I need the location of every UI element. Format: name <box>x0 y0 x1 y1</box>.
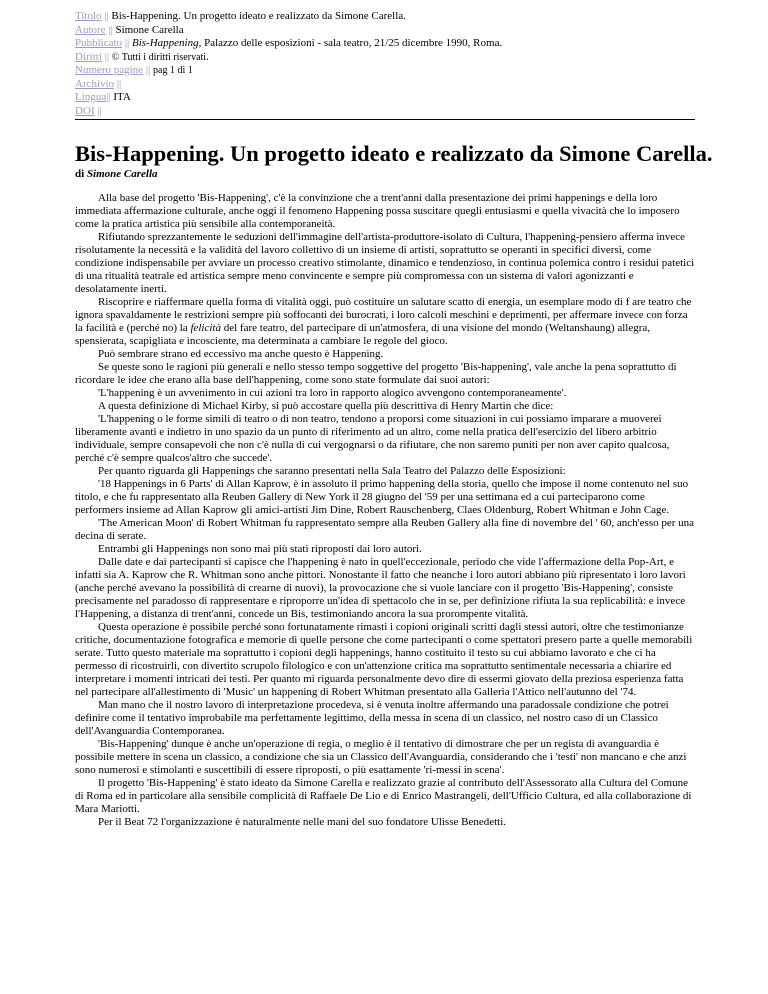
lingua-link[interactable]: Lingua <box>75 91 107 103</box>
paragraph: 'L'happening è un avvenimento in cui azioni tra loro in rapporto alogico avvengono contemporaneamente'. <box>98 387 567 399</box>
separator: || <box>108 23 113 36</box>
archivio-link[interactable]: Archivio <box>75 77 115 90</box>
paragraph: Alla base del progetto 'Bis-Happening', c'è la convinzione che a trent'anni dalla presentazione dei primi happenings e della loro immediata affermazione culturale, anche oggi il fenomeno Happening possa suscitare quegli entusiasmi e quella vivacità che lo imposero come la pratica artistica più sensibile alla contemporaneità. <box>75 192 680 230</box>
pagine-link[interactable]: Numero pagine <box>75 64 144 76</box>
meta-diritti <box>75 51 695 65</box>
paragraph: '18 Happenings in 6 Parts' di Allan Kaprow, è in assoluto il primo happening della storia, quello che impose il nome contenuto nel suo titolo, e che fu rappresentato alla Reuben Gallery di New York il 28 giugno del '59 per una settimana ed a cui parteciparono come performers insieme ad Allan Kaprow gli amici-artisti Jim Dine, Robert Rauschenberg, Claes Oldenburg, Robert Whitman e John Cage. <box>75 478 689 516</box>
pubblicato-details: , Palazzo delle esposizioni - sala teatro, 21/25 dicembre 1990, Roma. <box>198 37 503 49</box>
autore-link[interactable]: Autore <box>75 23 106 36</box>
paragraph <box>75 296 695 348</box>
paragraph: Dalle date e dai partecipanti si capisce che l'happening è nato in quell'eccezionale, periodo che vide l'affermazione della Pop-Art, e infatti sia A. Kaprow che R. Whitman sono anche pittori. Nonostante il fatto che neanche i loro autori abbiano più ripresentato i loro lavori (anche perché avevano la possibilità di crearne di nuovi), la provocazione che si vuole lanciare con il progetto 'Bis-Happening', consiste precisamente nel paradosso di rappresentare e riproporre un'idea di spettacolo che in se, per definizione rifiuta la sua replicabilità: e invece l'Happening, a distanza di trent'anni, concede un Bis, testimoniando ancora la sua prorompente vitalità. <box>75 556 686 620</box>
diritti-value: © Tutti i diritti riservati. <box>111 51 209 63</box>
paragraph: Rifiutando sprezzantemente le seduzioni dell'immagine dell'artista-produttore-isolato di Cultura, l'happening-pensiero afferma invece risolutamente la necessità e la validità del lavoro collettivo di un insieme di artisti, soprattutto se operanti in specifici diversi, come condizione indispensabile per avviare un processo creativo stimolante, dinamico e tendenzioso, in continua polemica contro i residui patetici di una ritualità teatrale ed artistica sempre meno convincente e sempre più compromessa con un sistema di valori agonizzanti e desolatamente inerti. <box>75 231 695 295</box>
meta-doi <box>75 105 695 119</box>
paragraph: A questa definizione di Michael Kirby, si può accostare quella più descrittiva di Henry Martin che dice: <box>98 400 554 412</box>
meta-titolo <box>75 10 695 24</box>
separator: || <box>145 64 151 76</box>
doi-link[interactable]: DOI <box>75 104 95 117</box>
text-run: del fare teatro, del partecipare di un'atmosfera, di una visione del mondo (Weltanshaung) allegra, spensierata, scapigliata e incosciente, ma determinata a cambiare le regole del gioco. <box>75 322 650 347</box>
separator: || <box>106 91 111 103</box>
meta-pubblicato <box>75 37 695 51</box>
paragraph: 'The American Moon' di Robert Whitman fu rappresentato sempre alla Reuben Gallery alla fine di novembre del ' 60, anch'esso per una decina di serate. <box>75 517 695 542</box>
article-body <box>75 192 695 829</box>
pubblicato-link[interactable]: Pubblicato <box>75 37 123 49</box>
metadata-block <box>75 10 695 118</box>
paragraph: Questa operazione è possibile perché sono fortunatamente rimasti i copioni originali scritti dagli stessi autori, oltre che testimonianze critiche, documentazione fotografica e memorie di quelle persone che come partecipanti o come spettatori presero parte a quelle memorabili serate. Tutto questo materiale ma soprattutto i copioni degli happenings, hanno costituito il testo su cui abbiamo lavorato e che ci ha permesso di ricostruirli, con divertito scrupolo filologico e con un'attenzione critica ma soprattutto sentimentale necessaria a chiarire ed interpretare i momenti intricati dei testi. Per quanto mi riguarda personalmente devo dire di essermi giovato della preziosa esperienza fatta nel partecipare all'allestimento di 'Music' un happening di Robert Whitman presentato alla Galleria l'Attico nell'autunno del '74. <box>75 621 693 698</box>
meta-archivio <box>75 78 695 92</box>
paragraph: Entrambi gli Happenings non sono mai più stati riproposti dai loro autori. <box>98 543 422 555</box>
pubblicato-title: Bis-Happening <box>131 37 199 49</box>
paragraph: 'Bis-Happening' dunque è anche un'operazione di regia, o meglio è il tentativo di dimostrare che per un regista di avanguardia è possibile mettere in scena un classico, a condizione che sia un Classico dell'Avanguardia, considerando che i 'testi' non mancano e che anzi sono numerosi e stimolanti e suscettibili di essere riproposti, o più esattamente 'ri-messi in scena'. <box>75 738 687 776</box>
paragraph: Se queste sono le ragioni più generali e nello stesso tempo soggettive del progetto 'Bis-happening', vale anche la pena soprattutto di ricordare le idee che erano alla base dell'happening, come sono state formulate dai suoi autori: <box>75 361 677 386</box>
meta-lingua <box>75 91 695 105</box>
paragraph: Per il Beat 72 l'organizzazione è naturalmente nelle mani del suo fondatore Ulisse Benedetti. <box>98 816 507 828</box>
separator: || <box>104 10 109 22</box>
document-page <box>75 10 713 829</box>
titolo-link[interactable]: Titolo <box>75 10 102 22</box>
meta-autore <box>75 24 695 38</box>
meta-pagine <box>75 64 695 78</box>
paragraph: Può sembrare strano ed eccessivo ma anche questo è Happening. <box>98 348 384 360</box>
text-run: Riscoprire e riaffermare quella forma di vitalità oggi, può costituire un salutare scatto di energia, un esemplare modo di f are teatro che ignora spavaldamente le restrizioni sempre più soffocanti dei burocrati, i loro calcoli meschini e deprimenti, per affermare invece con forza la facilità e (perché no) la <box>75 296 692 334</box>
byline-author: Simone Carella <box>86 168 158 180</box>
titolo-value: Bis-Happening. Un progetto ideato e realizzato da Simone Carella. <box>111 10 406 22</box>
article-title: Bis-Happening. Un progetto ideato e realizzato da Simone Carella. <box>75 141 713 166</box>
separator: || <box>97 104 102 117</box>
paragraph: Man mano che il nostro lavoro di interpretazione procedeva, si è venuta inoltre affermando una paradossale condizione che potrei definire come il tentativo improbabile ma perfettamente legittimo, della messa in scena di un classico, nel nostro caso di un Classico dell'Avanguardia Contemporanea. <box>75 699 669 737</box>
lingua-value: ITA <box>113 91 131 103</box>
divider <box>75 119 695 120</box>
paragraph: Il progetto 'Bis-Happening' è stato ideato da Simone Carella e realizzato grazie al contributo dell'Assessorato alla Cultura del Comune di Roma ed in particolare alla sensibile complicità di Raffaele De Lio e di Enrico Mastrangeli, dell'Ufficio Cultura, ed alla collaborazione di Mara Mariotti. <box>75 777 692 815</box>
paragraph: 'L'happening o le forme simili di teatro o di non teatro, tendono a proporsi come situazioni in cui possiamo imparare a muoverei liberamente avanti e indietro in uno spazio da un punto di riferimento ad un altro, come nella pratica dell'esercizio del libero arbitrio individuale, sempre consapevoli che non c'è nulla di cui vergognarsi o da rifiutare, che non saremo puniti per non aver capito qualcosa, perché c'è sempre qualcos'altro che succede'. <box>75 413 670 464</box>
byline <box>75 168 695 180</box>
emphasis: felicità <box>190 322 221 334</box>
separator: || <box>104 50 110 63</box>
separator: || <box>124 37 130 49</box>
pagine-value: pag 1 di 1 <box>153 65 193 76</box>
byline-prefix: di <box>75 168 85 180</box>
paragraph: Per quanto riguarda gli Happenings che saranno presentati nella Sala Teatro del Palazzo delle Esposizioni: <box>98 465 566 477</box>
autore-value: Simone Carella <box>115 23 184 36</box>
diritti-link[interactable]: Diritti <box>75 50 102 63</box>
separator: || <box>116 77 122 90</box>
